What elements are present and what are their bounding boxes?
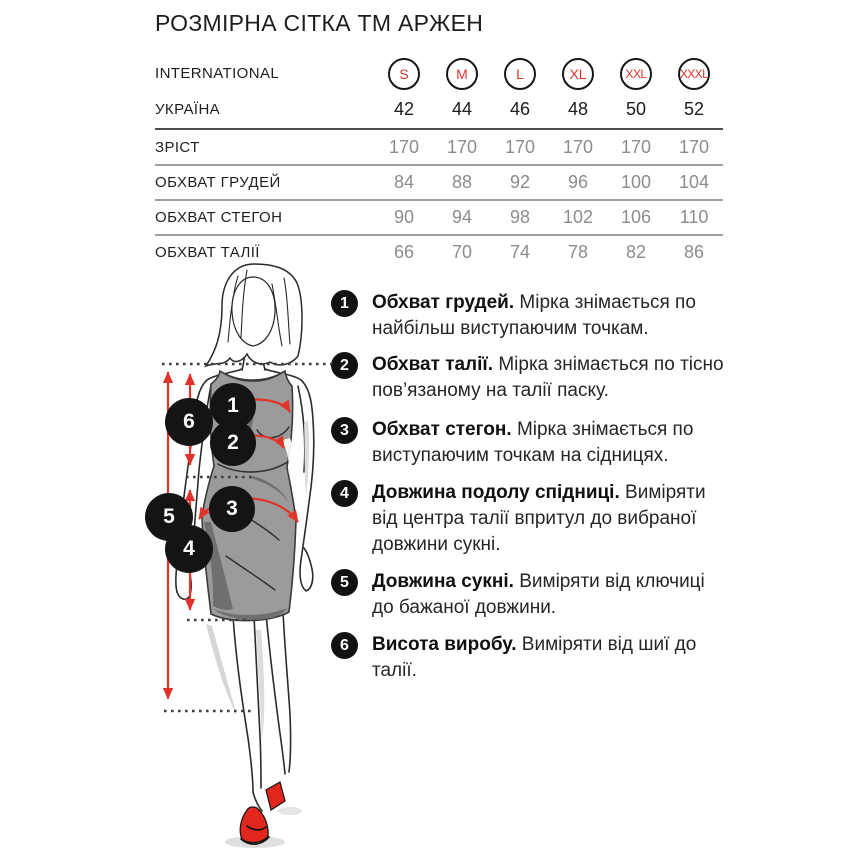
figure-badge-bodice-height: 6 — [165, 398, 213, 446]
size-circle-xxxl: XXXL — [678, 58, 710, 90]
instruction-text-3: Обхват стегон. Мірка знімається по виступаючим точкам на сідницях. — [372, 419, 694, 466]
size-circle-s: S — [388, 58, 420, 90]
figure-badge-waist: 2 — [210, 420, 256, 466]
instruction-item-5 — [331, 569, 731, 621]
row-label-height: ЗРІСТ — [155, 138, 200, 156]
instruction-badge-4: 4 — [331, 480, 358, 507]
instruction-item-4 — [331, 480, 731, 558]
size-circle-xxl: XXL — [620, 58, 652, 90]
instruction-text-5: Довжина сукні. Виміряти від ключиці до бажаної довжини. — [372, 571, 705, 618]
instruction-text-6: Висота виробу. Виміряти від шиї до талії. — [372, 634, 697, 681]
instruction-badge-1: 1 — [331, 290, 358, 317]
instruction-item-6 — [331, 632, 731, 684]
instruction-item-3 — [331, 417, 731, 469]
page-title: РОЗМІРНА СІТКА ТМ АРЖЕН — [155, 10, 484, 36]
table-row-bust: ОБХВАТ ГРУДЕЙ 84 88 92 96 100 104 — [155, 164, 723, 199]
size-circle-m: M — [446, 58, 478, 90]
row-label-waist: ОБХВАТ ТАЛІЇ — [155, 244, 260, 261]
row-label-hips: ОБХВАТ СТЕГОН — [155, 209, 283, 226]
red-shoes — [225, 782, 302, 848]
table-row-height: ЗРІСТ 170 170 170 170 170 170 — [155, 128, 723, 164]
figure-badge-dress-length: 5 — [145, 493, 193, 541]
instruction-text-2: Обхват талії. Мірка знімається по тісно пов’язаному на талії паску. — [372, 354, 724, 401]
instruction-text-1: Обхват грудей. Мірка знімається по найбільш виступаючим точкам. — [372, 292, 696, 339]
instruction-item-1 — [331, 290, 731, 342]
size-circle-xl: XL — [562, 58, 594, 90]
figure-badge-bust: 1 — [210, 383, 256, 429]
size-circle-l: L — [504, 58, 536, 90]
table-row-ukraine: УКРАЇНА 42 44 46 48 50 52 — [155, 99, 705, 119]
instruction-text-4: Довжина подолу спідниці. Виміряти від центра талії впритул до вибраної довжини сукні. — [372, 482, 706, 555]
figure-badge-hips: 3 — [209, 486, 255, 532]
row-label-ukraine: УКРАЇНА — [155, 101, 221, 118]
instruction-badge-2: 2 — [331, 352, 358, 379]
instruction-badge-5: 5 — [331, 569, 358, 596]
head-and-hair — [206, 264, 302, 366]
instruction-badge-3: 3 — [331, 417, 358, 444]
row-label-bust: ОБХВАТ ГРУДЕЙ — [155, 174, 281, 191]
table-row-hips: ОБХВАТ СТЕГОН 90 94 98 102 106 110 — [155, 199, 723, 234]
row-label-international: INTERNATIONAL — [155, 65, 280, 82]
table-row-waist: ОБХВАТ ТАЛІЇ 66 70 74 78 82 86 — [155, 234, 723, 269]
instruction-item-2 — [331, 352, 731, 404]
figure-badge-skirt-length: 4 — [165, 525, 213, 573]
instruction-badge-6: 6 — [331, 632, 358, 659]
